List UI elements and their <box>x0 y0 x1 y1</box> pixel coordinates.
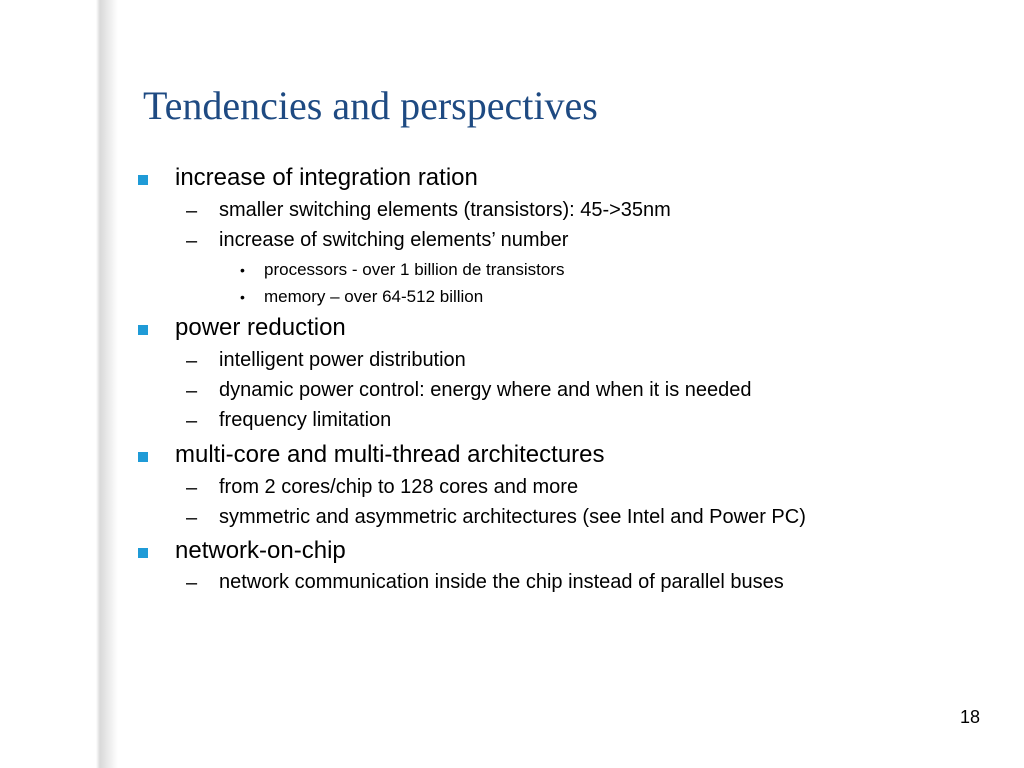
dash-bullet-icon: – <box>186 572 198 594</box>
dash-bullet-icon: – <box>186 507 198 529</box>
slide-title: Tendencies and perspectives <box>143 83 598 128</box>
bullet-text-level-1: network-on-chip <box>175 537 346 564</box>
square-bullet-icon <box>138 548 148 558</box>
bullet-text-level-2: increase of switching elements’ number <box>219 229 569 251</box>
dash-bullet-icon: – <box>186 350 198 372</box>
bullet-text-level-3: memory – over 64-512 billion <box>264 287 484 306</box>
bullet-text-level-2: dynamic power control: energy where and when it is needed <box>219 379 752 401</box>
dash-bullet-icon: – <box>186 410 198 432</box>
square-bullet-icon <box>138 452 148 462</box>
bullet-text-level-1: increase of integration ration <box>175 164 478 191</box>
dash-bullet-icon: – <box>186 380 198 402</box>
dash-bullet-icon: – <box>186 477 198 499</box>
bullet-text-level-2: symmetric and asymmetric architectures (see Intel and Power PC) <box>219 506 806 528</box>
dot-bullet-icon: • <box>240 289 245 305</box>
bullet-text-level-2: intelligent power distribution <box>219 349 466 371</box>
bullet-text-level-2: smaller switching elements (transistors): 45->35nm <box>219 199 671 221</box>
square-bullet-icon <box>138 175 148 185</box>
dash-bullet-icon: – <box>186 200 198 222</box>
dot-bullet-icon: • <box>240 262 245 278</box>
bullet-text-level-3: processors - over 1 billion de transistors <box>264 260 565 279</box>
bullet-text-level-2: from 2 cores/chip to 128 cores and more <box>219 476 579 498</box>
bullet-text-level-2: frequency limitation <box>219 409 392 431</box>
bullet-text-level-1: multi-core and multi-thread architectures <box>175 441 605 468</box>
bullet-text-level-2: network communication inside the chip instead of parallel buses <box>219 571 784 593</box>
dash-bullet-icon: – <box>186 230 198 252</box>
bullet-text-level-1: power reduction <box>175 314 346 341</box>
square-bullet-icon <box>138 325 148 335</box>
page-number: 18 <box>960 707 981 727</box>
